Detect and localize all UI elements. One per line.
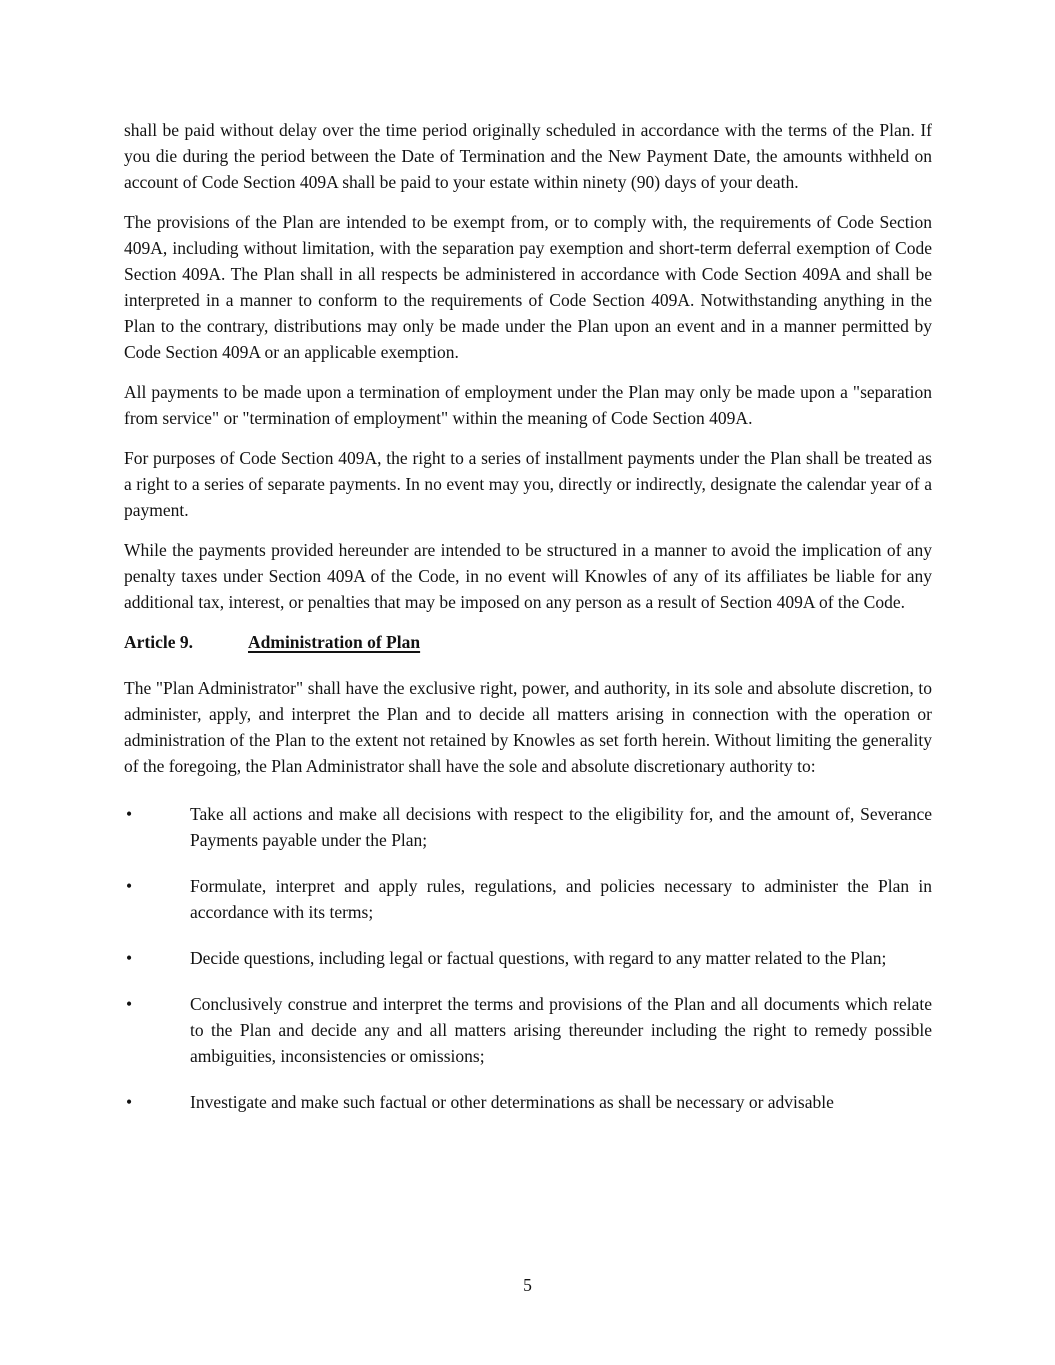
list-item xyxy=(124,1089,932,1115)
list-item-text: Conclusively construe and interpret the terms and provisions of the Plan and all documents which relate to the Plan and decide any and all matters arising thereunder including the right to remedy possible ambiguities, inconsistencies or omissions; xyxy=(190,994,932,1066)
paragraph-4: For purposes of Code Section 409A, the right to a series of installment payments under the Plan shall be treated as a right to a series of separate payments. In no event may you, directly or indirectly, designate the calendar year of a payment. xyxy=(124,448,932,520)
bullet-icon: • xyxy=(126,804,133,824)
paragraph-3: All payments to be made upon a termination of employment under the Plan may only be made upon a "separation from service" or "termination of employment" within the meaning of Code Section 409A. xyxy=(124,382,932,428)
bullet-icon: • xyxy=(126,876,133,896)
article-number: Article 9. xyxy=(124,632,193,652)
bullet-list xyxy=(124,801,932,1115)
document-body xyxy=(124,117,932,1135)
paragraph-2: The provisions of the Plan are intended to be exempt from, or to comply with, the requirements of Code Section 409A, including without limitation, with the separation pay exemption and short-term deferral exemption of Code Section 409A. The Plan shall in all respects be administered in accordance with Code Section 409A and shall be interpreted in a manner to conform to the requirements of Code Section 409A. Notwithstanding anything in the Plan to the contrary, distributions may only be made under the Plan upon an event and in a manner permitted by Code Section 409A or an applicable exemption. xyxy=(124,212,932,362)
bullet-icon: • xyxy=(126,948,133,968)
page-number: 5 xyxy=(523,1275,532,1295)
list-item xyxy=(124,945,932,971)
list-item-text: Investigate and make such factual or other determinations as shall be necessary or advisable xyxy=(190,1092,834,1112)
list-item-text: Decide questions, including legal or factual questions, with regard to any matter related to the Plan; xyxy=(190,948,887,968)
paragraph-5: While the payments provided hereunder are intended to be structured in a manner to avoid the implication of any penalty taxes under Section 409A of the Code, in no event will Knowles of any of its affiliates be liable for any additional tax, interest, or penalties that may be imposed on any person as a result of Section 409A of the Code. xyxy=(124,540,932,612)
list-item xyxy=(124,991,932,1069)
list-item-text: Formulate, interpret and apply rules, regulations, and policies necessary to administer the Plan in accordance with its terms; xyxy=(190,876,932,922)
list-item-text: Take all actions and make all decisions with respect to the eligibility for, and the amount of, Severance Payments payable under the Plan; xyxy=(190,804,932,850)
list-item xyxy=(124,801,932,853)
paragraph-6: The "Plan Administrator" shall have the exclusive right, power, and authority, in its sole and absolute discretion, to administer, apply, and interpret the Plan and to decide all matters arising in connection with the operation or administration of the Plan to the extent not retained by Knowles as set forth herein. Without limiting the generality of the foregoing, the Plan Administrator shall have the sole and absolute discretionary authority to: xyxy=(124,678,932,776)
paragraph-1: shall be paid without delay over the time period originally scheduled in accordance with the terms of the Plan. If you die during the period between the Date of Termination and the New Payment Date, the amounts withheld on account of Code Section 409A shall be paid to your estate within ninety (90) days of your death. xyxy=(124,120,932,192)
bullet-icon: • xyxy=(126,1092,133,1112)
article-heading xyxy=(124,629,932,655)
article-title: Administration of Plan xyxy=(248,632,421,652)
bullet-icon: • xyxy=(126,994,133,1014)
list-item xyxy=(124,873,932,925)
